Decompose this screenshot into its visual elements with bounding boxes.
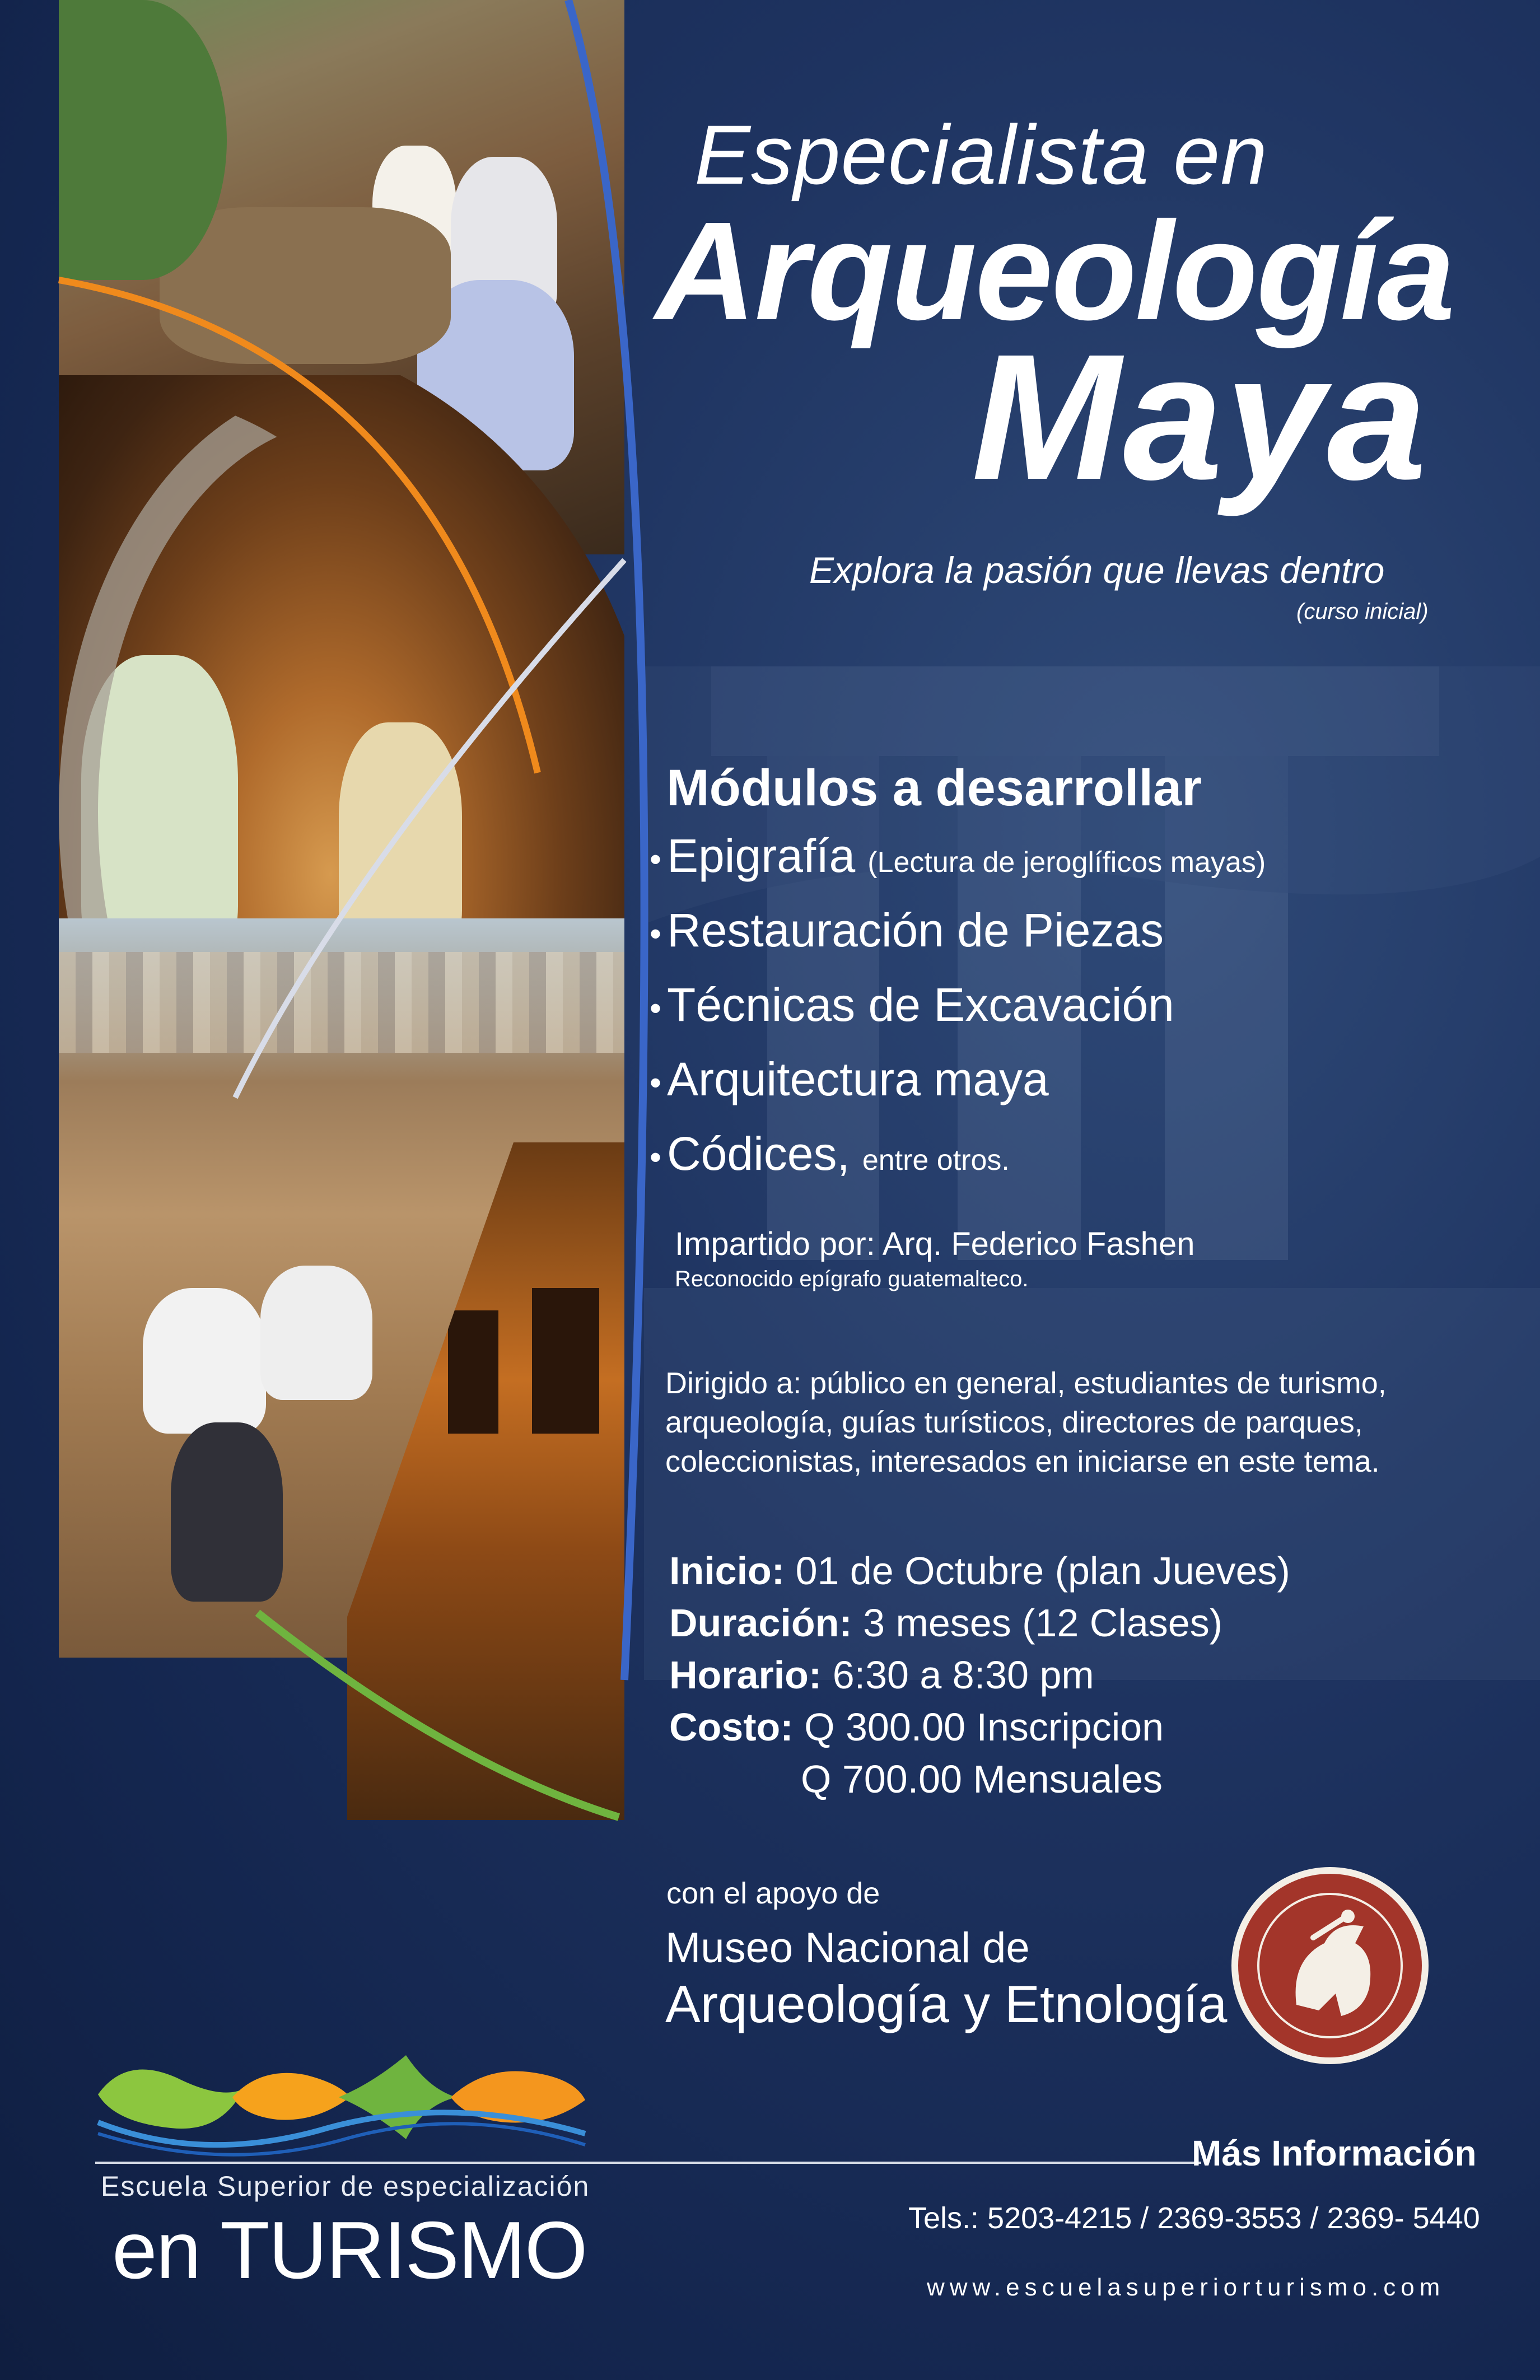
module-label: Técnicas de Excavación <box>667 978 1174 1031</box>
course-note: (curso inicial) <box>1296 599 1429 624</box>
tagline: Explora la pasión que llevas dentro <box>809 549 1385 591</box>
museum-seal-icon <box>1229 1865 1431 2066</box>
duration-row: Duración: 3 meses (12 Clases) <box>669 1601 1223 1645</box>
title-line-2: Arqueología <box>655 193 1454 349</box>
title-line-1: Especialista en <box>694 108 1268 202</box>
list-item: • Códices, entre otros. <box>650 1127 1010 1180</box>
museum-name-line-2: Arqueología y Etnología <box>665 1975 1228 2033</box>
module-label: Epigrafía <box>667 829 856 882</box>
modules-list <box>650 829 1266 1201</box>
start-row: Inicio: 01 de Octubre (plan Jueves) <box>669 1549 1290 1593</box>
school-name-line-2: en TURISMO <box>112 2205 587 2295</box>
list-item: • Epigrafía (Lectura de jeroglíficos mayas) <box>650 829 1266 882</box>
divider-line <box>95 2162 1201 2164</box>
phone-numbers: Tels.: 5203-4215 / 2369-3553 / 2369- 5440 <box>908 2201 1480 2235</box>
cost-row: Costo: Q 300.00 Inscripcion <box>669 1705 1164 1749</box>
title-line-3: Maya <box>972 316 1429 517</box>
school-name-line-1: Escuela Superior de especialización <box>101 2171 590 2202</box>
museum-name-line-1: Museo Nacional de <box>665 1924 1030 1972</box>
more-info-title: Más Información <box>1192 2133 1477 2173</box>
list-item: • Arquitectura maya <box>650 1053 1049 1105</box>
module-label: Restauración de Piezas <box>667 904 1164 956</box>
support-intro: con el apoyo de <box>666 1877 880 1910</box>
instructor-description: Reconocido epígrafo guatemalteco. <box>675 1267 1029 1291</box>
list-item: • Técnicas de Excavación <box>650 978 1174 1031</box>
wave-logo-icon <box>92 2044 596 2164</box>
module-label: Arquitectura maya <box>667 1053 1049 1105</box>
module-label: Códices, <box>667 1127 850 1180</box>
modules-title: Módulos a desarrollar <box>666 759 1202 816</box>
instructor-line: Impartido por: Arq. Federico Fashen <box>675 1226 1195 1262</box>
module-note: (Lectura de jeroglíficos mayas) <box>867 846 1266 879</box>
course-details <box>669 1548 1290 1809</box>
cost-row-monthly: Q 700.00 Mensuales <box>801 1757 1163 1801</box>
audience-text: Dirigido a: público en general, estudiantes de turismo, arqueología, guías turísticos, directores de parques, coleccionistas, interesados en iniciarse en este tema. <box>665 1366 1387 1478</box>
module-note: entre otros. <box>862 1144 1010 1177</box>
website-link[interactable]: www.escuelasuperiorturismo.com <box>927 2274 1445 2301</box>
list-item: • Restauración de Piezas <box>650 904 1164 956</box>
schedule-row: Horario: 6:30 a 8:30 pm <box>669 1653 1094 1697</box>
